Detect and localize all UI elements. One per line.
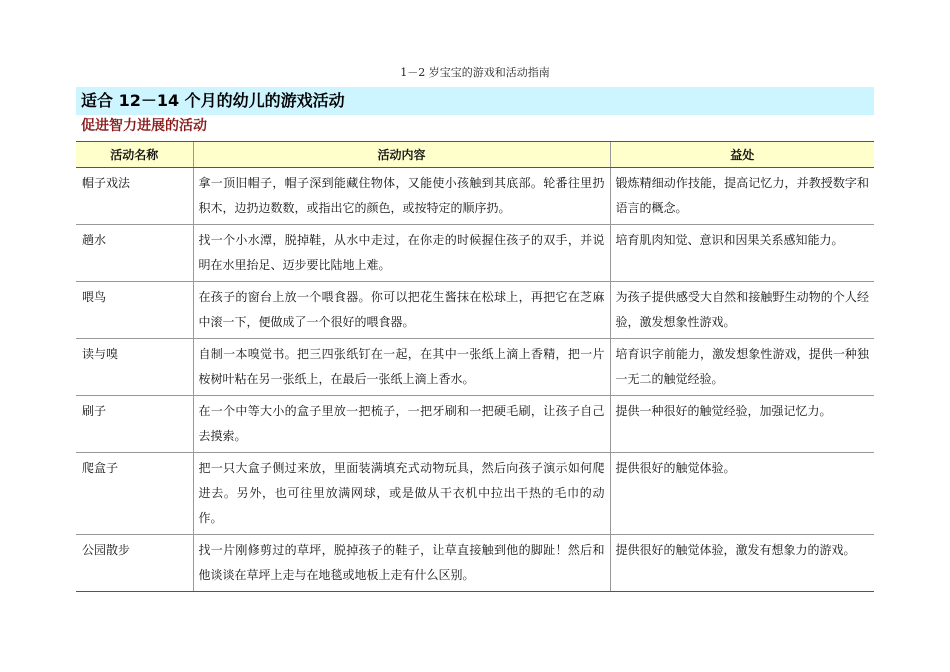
activity-name: 读与嗅 [76, 339, 193, 396]
activity-content: 把一只大盒子侧过来放，里面装满填充式动物玩具，然后向孩子演示如何爬进去。另外，也可往里放满网球，或是做从干衣机中拉出干热的毛巾的动作。 [193, 453, 610, 535]
header-activity-content: 活动内容 [193, 142, 610, 168]
activity-name: 爬盒子 [76, 453, 193, 535]
table-row [76, 168, 874, 225]
activity-content: 在孩子的窗台上放一个喂食器。你可以把花生酱抹在松球上，再把它在芝麻中滚一下，便做成了一个很好的喂食器。 [193, 282, 610, 339]
activity-content: 自制一本嗅觉书。把三四张纸钉在一起，在其中一张纸上滴上香精，把一片桉树叶粘在另一张纸上，在最后一张纸上滴上香水。 [193, 339, 610, 396]
table-header-row [76, 142, 874, 168]
activity-name: 帽子戏法 [76, 168, 193, 225]
activity-name: 刷子 [76, 396, 193, 453]
table-row [76, 339, 874, 396]
activity-content: 拿一顶旧帽子，帽子深到能藏住物体，又能使小孩触到其底部。轮番往里扔积木，边扔边数数，或指出它的颜色，或按特定的顺序扔。 [193, 168, 610, 225]
section-heading: 适合 12－14 个月的幼儿的游戏活动 [76, 87, 874, 115]
activity-benefit: 提供很好的触觉体验，激发有想象力的游戏。 [610, 535, 874, 592]
document-title: 1－2 岁宝宝的游戏和活动指南 [400, 66, 550, 79]
activity-content: 找一片刚修剪过的草坪，脱掉孩子的鞋子，让草直接触到他的脚趾！然后和他谈谈在草坪上走与在地毯或地板上走有什么区别。 [193, 535, 610, 592]
activity-benefit: 培育识字前能力，激发想象性游戏，提供一种独一无二的触觉经验。 [610, 339, 874, 396]
table-row [76, 225, 874, 282]
header-benefit: 益处 [610, 142, 874, 168]
activity-benefit: 锻炼精细动作技能，提高记忆力，并教授数字和语言的概念。 [610, 168, 874, 225]
activity-benefit: 为孩子提供感受大自然和接触野生动物的个人经验，激发想象性游戏。 [610, 282, 874, 339]
activities-table [76, 141, 874, 592]
activity-benefit: 培育肌肉知觉、意识和因果关系感知能力。 [610, 225, 874, 282]
table-row [76, 282, 874, 339]
activity-benefit: 提供很好的触觉体验。 [610, 453, 874, 535]
activity-name: 喂鸟 [76, 282, 193, 339]
header-activity-name: 活动名称 [76, 142, 193, 168]
activity-name: 趟水 [76, 225, 193, 282]
sub-heading: 促进智力进展的活动 [81, 118, 207, 134]
activity-content: 找一个小水潭，脱掉鞋，从水中走过，在你走的时候握住孩子的双手，并说明在水里抬足、迈步要比陆地上难。 [193, 225, 610, 282]
table-row [76, 396, 874, 453]
table-row [76, 535, 874, 592]
activity-content: 在一个中等大小的盒子里放一把梳子，一把牙刷和一把硬毛刷，让孩子自己去摸索。 [193, 396, 610, 453]
activity-name: 公园散步 [76, 535, 193, 592]
table-row [76, 453, 874, 535]
activity-benefit: 提供一种很好的触觉经验，加强记忆力。 [610, 396, 874, 453]
